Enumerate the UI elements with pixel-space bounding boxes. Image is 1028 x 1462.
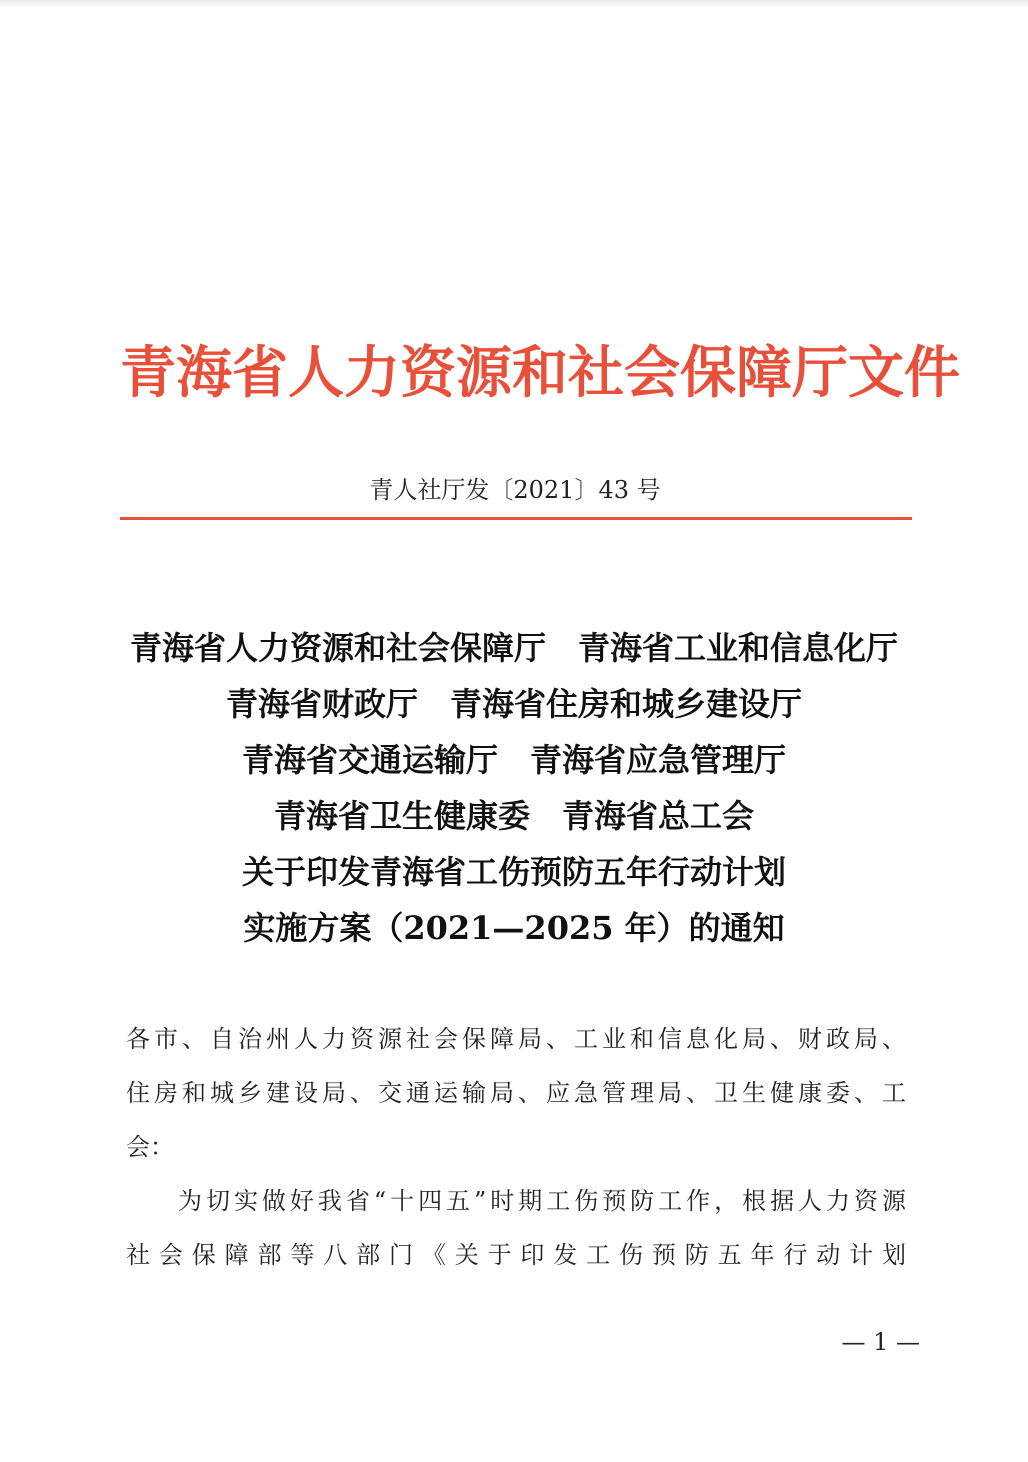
page-top-edge bbox=[0, 0, 1028, 8]
issuer-line bbox=[100, 676, 928, 732]
paragraph-line: 社会保障部等八部门《关于印发工伤预防五年行动计划 bbox=[126, 1241, 906, 1269]
addressee-line: 会： bbox=[126, 1133, 174, 1161]
issuer-name: 青海省交通运输厅 bbox=[241, 741, 498, 779]
document-body bbox=[126, 1012, 906, 1282]
issuer-name: 青海省工业和信息化厅 bbox=[578, 629, 899, 667]
addressee-line: 住房和城乡建设局、交通运输局、应急管理局、卫生健康委、工 bbox=[126, 1079, 906, 1107]
notice-subject-line: 关于印发青海省工伤预防五年行动计划 bbox=[241, 853, 786, 891]
issuer-name: 青海省应急管理厅 bbox=[530, 741, 787, 779]
red-divider-line bbox=[120, 517, 912, 520]
paragraph-line: 为切实做好我省“十四五”时期工伤预防工作，根据人力资源 bbox=[178, 1187, 906, 1215]
issuer-line bbox=[100, 732, 928, 788]
issuer-name: 青海省卫生健康委 bbox=[273, 797, 530, 835]
issuer-name: 青海省财政厅 bbox=[225, 685, 418, 723]
issuer-name: 青海省总工会 bbox=[562, 797, 755, 835]
document-number: 青人社厅发〔2021〕43 号 bbox=[369, 476, 661, 504]
notice-title bbox=[100, 620, 928, 956]
document-header-title: 青海省人力资源和社会保障厅文件 bbox=[120, 340, 960, 406]
issuer-name: 青海省住房和城乡建设厅 bbox=[450, 685, 803, 723]
addressee-line: 各市、自治州人力资源社会保障局、工业和信息化局、财政局、 bbox=[126, 1025, 906, 1053]
issuer-line bbox=[100, 788, 928, 844]
page-number: — 1 — bbox=[841, 1328, 920, 1356]
issuer-name: 青海省人力资源和社会保障厅 bbox=[129, 629, 546, 667]
notice-subject-line: 实施方案（2021—2025 年）的通知 bbox=[243, 909, 785, 947]
issuer-line bbox=[100, 620, 928, 676]
